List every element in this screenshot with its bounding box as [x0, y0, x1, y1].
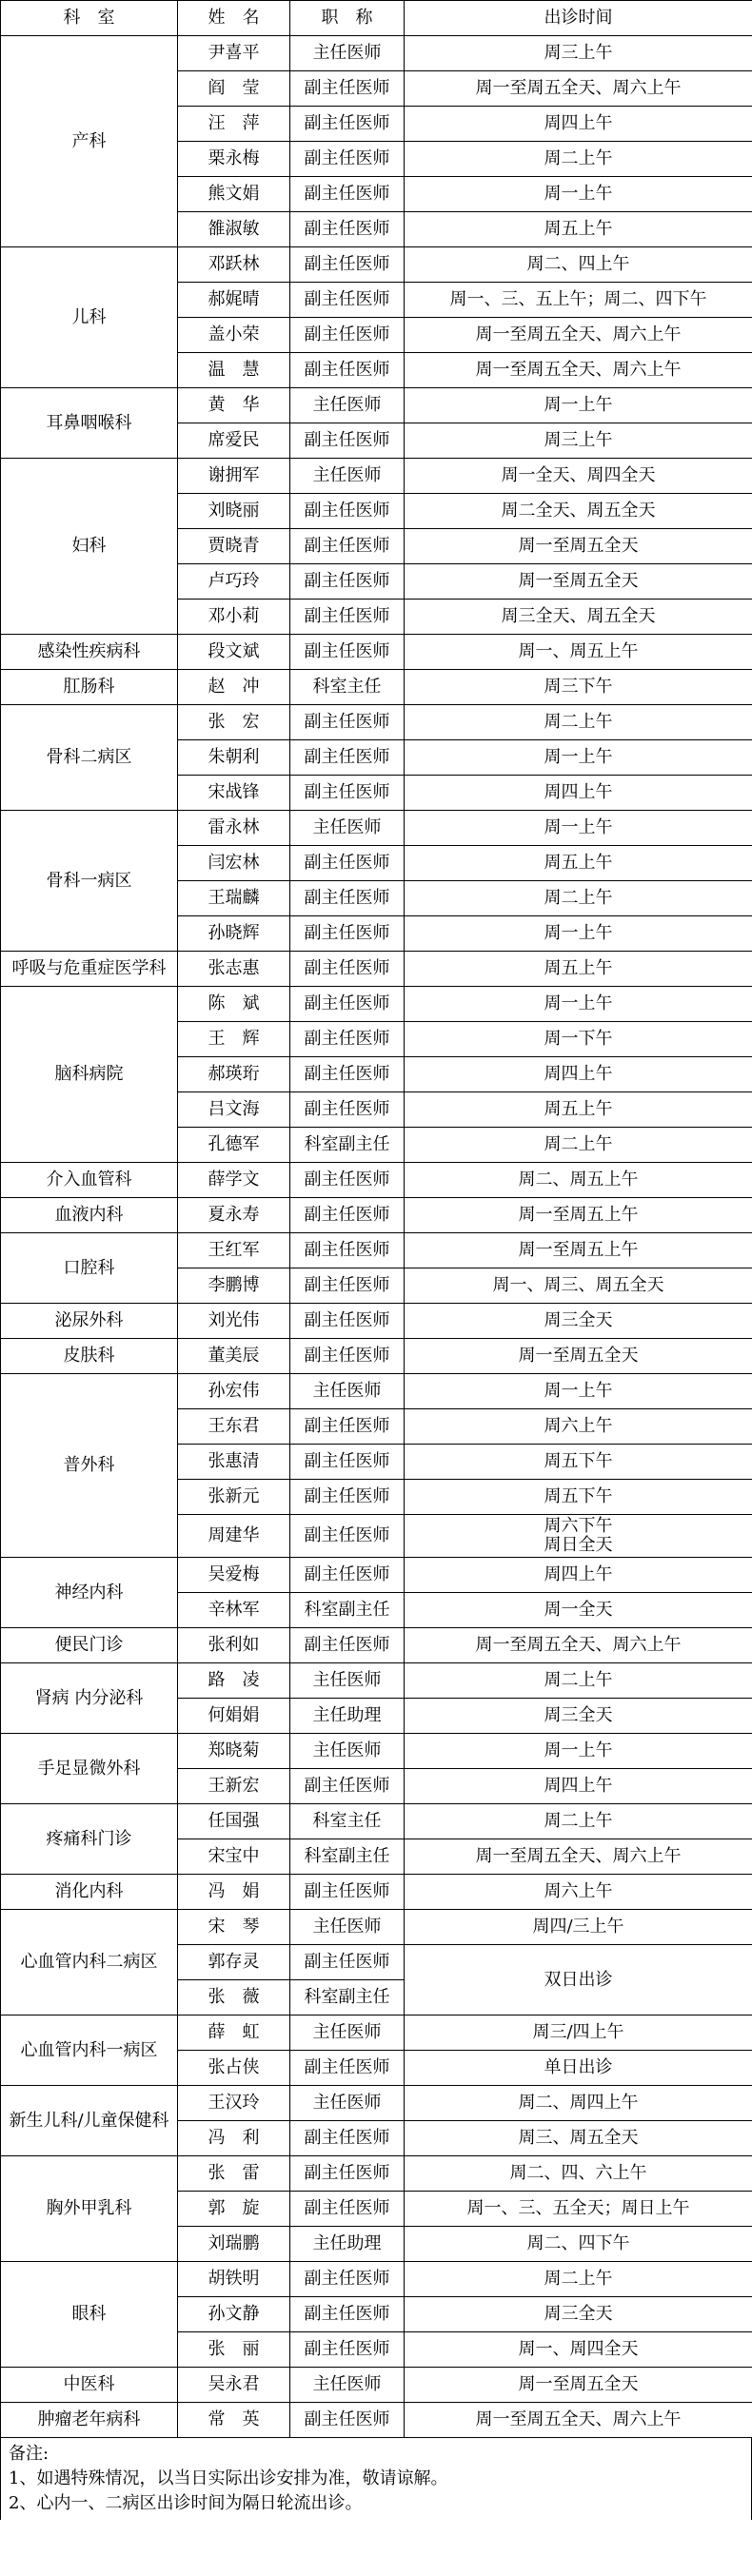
- doctor-name-cell: 贾晓青: [178, 529, 290, 564]
- doctor-title-cell: 副主任医师: [290, 1409, 405, 1445]
- table-row: [1, 2016, 752, 2051]
- clinic-time-cell: 周一至周五全天、周六上午: [405, 353, 752, 388]
- doctor-name-cell: 胡铁明: [178, 2262, 290, 2297]
- dept-cell: 便民门诊: [1, 1628, 178, 1663]
- clinic-time-cell: 周二上午: [405, 1663, 752, 1699]
- table-row: [1, 247, 752, 283]
- doctor-name-cell: 宋战锋: [178, 776, 290, 811]
- doctor-name-cell: 栗永梅: [178, 142, 290, 177]
- header-time: 出诊时间: [405, 1, 752, 36]
- doctor-name-cell: 王 辉: [178, 1022, 290, 1057]
- doctor-name-cell: 黄 华: [178, 388, 290, 423]
- doctor-title-cell: 副主任医师: [290, 1445, 405, 1480]
- dept-cell: 骨科二病区: [1, 705, 178, 811]
- clinic-time-cell: 周三全天: [405, 1699, 752, 1734]
- doctor-title-cell: 主任医师: [290, 1734, 405, 1769]
- table-row: [1, 1374, 752, 1409]
- table-row: [1, 811, 752, 846]
- doctor-name-cell: 郭 旋: [178, 2192, 290, 2227]
- doctor-name-cell: 邓小莉: [178, 600, 290, 635]
- clinic-time-cell: 周一、周五上午: [405, 635, 752, 670]
- doctor-title-cell: 科室副主任: [290, 1839, 405, 1875]
- clinic-time-cell: 周二、四上午: [405, 247, 752, 283]
- doctor-name-cell: 朱朝利: [178, 740, 290, 776]
- doctor-title-cell: 副主任医师: [290, 2262, 405, 2297]
- clinic-time-cell: 周三/四上午: [405, 2016, 752, 2051]
- dept-cell: 口腔科: [1, 1233, 178, 1304]
- clinic-time-cell: 周五上午: [405, 952, 752, 987]
- table-row: [1, 952, 752, 987]
- doctor-title-cell: 副主任医师: [290, 283, 405, 318]
- doctor-title-cell: 主任医师: [290, 1663, 405, 1699]
- clinic-time-cell: 单日出诊: [405, 2051, 752, 2086]
- clinic-time-cell: 周二、周五上午: [405, 1163, 752, 1198]
- header-dept: 科 室: [1, 1, 178, 36]
- doctor-name-cell: 雒淑敏: [178, 212, 290, 247]
- clinic-time-cell: 周一至周五全天、周六上午: [405, 71, 752, 107]
- clinic-time-cell: 周一、三、五上午；周二、四下午: [405, 283, 752, 318]
- doctor-name-cell: 雷永林: [178, 811, 290, 846]
- clinic-time-cell: 周一至周五上午: [405, 1233, 752, 1268]
- table-row: [1, 2403, 752, 2438]
- doctor-title-cell: 副主任医师: [290, 1875, 405, 1910]
- clinic-time-cell: 周五上午: [405, 846, 752, 881]
- doctor-name-cell: 冯 利: [178, 2121, 290, 2156]
- table-row: [1, 2262, 752, 2297]
- doctor-name-cell: 任国强: [178, 1804, 290, 1839]
- dept-cell: 肿瘤老年病科: [1, 2403, 178, 2438]
- clinic-time-cell: 周二、四、六上午: [405, 2156, 752, 2192]
- table-row: [1, 1339, 752, 1374]
- doctor-title-cell: 副主任医师: [290, 1480, 405, 1515]
- doctor-title-cell: 副主任医师: [290, 2051, 405, 2086]
- table-row: [1, 36, 752, 71]
- doctor-name-cell: 张利如: [178, 1628, 290, 1663]
- doctor-name-cell: 孙宏伟: [178, 1374, 290, 1409]
- doctor-name-cell: 温 慧: [178, 353, 290, 388]
- dept-cell: 骨科一病区: [1, 811, 178, 952]
- table-row: [1, 1734, 752, 1769]
- doctor-name-cell: 张志惠: [178, 952, 290, 987]
- doctor-title-cell: 副主任医师: [290, 2297, 405, 2332]
- clinic-time-cell: 周四上午: [405, 107, 752, 142]
- dept-cell: 心血管内科一病区: [1, 2016, 178, 2086]
- clinic-time-cell: 周二上午: [405, 1804, 752, 1839]
- doctor-title-cell: 主任医师: [290, 2086, 405, 2121]
- table-row: [1, 705, 752, 740]
- doctor-name-cell: 盖小荣: [178, 318, 290, 353]
- clinic-time-cell: 周一上午: [405, 987, 752, 1022]
- clinic-time-cell: 周四上午: [405, 1769, 752, 1804]
- dept-cell: 普外科: [1, 1374, 178, 1558]
- doctor-name-cell: 吴爱梅: [178, 1558, 290, 1593]
- table-row: [1, 459, 752, 494]
- doctor-title-cell: 副主任医师: [290, 1233, 405, 1268]
- doctor-title-cell: 副主任医师: [290, 1339, 405, 1374]
- doctor-name-cell: 宋 琴: [178, 1910, 290, 1945]
- notes-section: [0, 2438, 752, 2520]
- clinic-time-cell: 周五上午: [405, 1092, 752, 1128]
- table-row: [1, 635, 752, 670]
- doctor-title-cell: 科室主任: [290, 1804, 405, 1839]
- clinic-time-cell: 周二、四下午: [405, 2227, 752, 2262]
- table-row: [1, 1804, 752, 1839]
- doctor-name-cell: 薛学文: [178, 1163, 290, 1198]
- clinic-time-cell: 周六下午 周日全天: [405, 1515, 752, 1558]
- doctor-title-cell: 主任医师: [290, 388, 405, 423]
- doctor-name-cell: 常 英: [178, 2403, 290, 2438]
- clinic-time-cell: 周一上午: [405, 811, 752, 846]
- clinic-time-cell: 周二全天、周五全天: [405, 494, 752, 529]
- dept-cell: 呼吸与危重症医学科: [1, 952, 178, 987]
- doctor-name-cell: 张 宏: [178, 705, 290, 740]
- doctor-title-cell: 副主任医师: [290, 1163, 405, 1198]
- clinic-time-cell: 周一上午: [405, 1734, 752, 1769]
- doctor-title-cell: 副主任医师: [290, 2192, 405, 2227]
- clinic-time-cell: 周一至周五上午: [405, 1198, 752, 1233]
- doctor-title-cell: 副主任医师: [290, 494, 405, 529]
- clinic-time-cell: 周五下午: [405, 1480, 752, 1515]
- doctor-title-cell: 副主任医师: [290, 1558, 405, 1593]
- clinic-time-cell: 周一、三、五全天；周日上午: [405, 2192, 752, 2227]
- doctor-name-cell: 辛林军: [178, 1593, 290, 1628]
- doctor-name-cell: 尹喜平: [178, 36, 290, 71]
- doctor-title-cell: 副主任医师: [290, 1945, 405, 1980]
- doctor-title-cell: 副主任医师: [290, 600, 405, 635]
- dept-cell: 手足显微外科: [1, 1734, 178, 1804]
- dept-cell: 肛肠科: [1, 670, 178, 705]
- table-row: [1, 1875, 752, 1910]
- clinic-time-cell: 周二上午: [405, 1128, 752, 1163]
- dept-cell: 脑科病院: [1, 987, 178, 1163]
- clinic-time-cell: 周六上午: [405, 1409, 752, 1445]
- doctor-title-cell: 副主任医师: [290, 564, 405, 600]
- clinic-time-cell: 周四上午: [405, 1057, 752, 1092]
- doctor-title-cell: 主任助理: [290, 2227, 405, 2262]
- clinic-time-cell: 周三全天、周五全天: [405, 600, 752, 635]
- dept-cell: 产科: [1, 36, 178, 247]
- doctor-name-cell: 王瑞麟: [178, 881, 290, 916]
- header-row: [1, 1, 752, 36]
- doctor-name-cell: 张新元: [178, 1480, 290, 1515]
- clinic-time-cell: 周二上午: [405, 881, 752, 916]
- doctor-name-cell: 吴永君: [178, 2368, 290, 2403]
- dept-cell: 眼科: [1, 2262, 178, 2368]
- doctor-name-cell: 张惠清: [178, 1445, 290, 1480]
- doctor-name-cell: 董美辰: [178, 1339, 290, 1374]
- clinic-time-cell: 周一全天: [405, 1593, 752, 1628]
- doctor-title-cell: 副主任医师: [290, 1628, 405, 1663]
- table-row: [1, 388, 752, 423]
- clinic-time-cell: 周二上午: [405, 142, 752, 177]
- dept-cell: 血液内科: [1, 1198, 178, 1233]
- table-row: [1, 670, 752, 705]
- dept-cell: 神经内科: [1, 1558, 178, 1628]
- doctor-name-cell: 陈 斌: [178, 987, 290, 1022]
- doctor-name-cell: 吕文海: [178, 1092, 290, 1128]
- doctor-title-cell: 主任医师: [290, 1910, 405, 1945]
- clinic-time-cell: 周一上午: [405, 740, 752, 776]
- doctor-name-cell: 阎 莹: [178, 71, 290, 107]
- clinic-time-cell: 周三、周五全天: [405, 2121, 752, 2156]
- clinic-time-cell: 周一至周五全天、周六上午: [405, 1839, 752, 1875]
- table-row: [1, 1628, 752, 1663]
- doctor-name-cell: 谢拥军: [178, 459, 290, 494]
- dept-cell: 妇科: [1, 459, 178, 635]
- doctor-name-cell: 郑晓菊: [178, 1734, 290, 1769]
- clinic-time-cell: 周四上午: [405, 776, 752, 811]
- clinic-time-cell: 双日出诊: [405, 1945, 752, 2016]
- doctor-title-cell: 副主任医师: [290, 705, 405, 740]
- dept-cell: 新生儿科/儿童保健科: [1, 2086, 178, 2156]
- doctor-name-cell: 冯 娟: [178, 1875, 290, 1910]
- doctor-name-cell: 邓跃林: [178, 247, 290, 283]
- doctor-title-cell: 副主任医师: [290, 846, 405, 881]
- clinic-time-cell: 周六上午: [405, 1875, 752, 1910]
- doctor-title-cell: 副主任医师: [290, 776, 405, 811]
- header-title: 职 称: [290, 1, 405, 36]
- clinic-time-cell: 周一上午: [405, 1374, 752, 1409]
- dept-cell: 泌尿外科: [1, 1304, 178, 1339]
- doctor-title-cell: 副主任医师: [290, 142, 405, 177]
- doctor-title-cell: 主任医师: [290, 811, 405, 846]
- doctor-title-cell: 副主任医师: [290, 1268, 405, 1304]
- doctor-title-cell: 科室副主任: [290, 1128, 405, 1163]
- doctor-name-cell: 张 薇: [178, 1980, 290, 2016]
- clinic-time-cell: 周四上午: [405, 1558, 752, 1593]
- clinic-time-cell: 周四/三上午: [405, 1910, 752, 1945]
- clinic-time-cell: 周一上午: [405, 388, 752, 423]
- doctor-title-cell: 副主任医师: [290, 423, 405, 459]
- doctor-name-cell: 张 丽: [178, 2332, 290, 2368]
- table-row: [1, 2368, 752, 2403]
- clinic-time-cell: 周三上午: [405, 423, 752, 459]
- doctor-name-cell: 何娟娟: [178, 1699, 290, 1734]
- dept-cell: 儿科: [1, 247, 178, 388]
- doctor-name-cell: 刘晓丽: [178, 494, 290, 529]
- doctor-name-cell: 夏永寿: [178, 1198, 290, 1233]
- dept-cell: 心血管内科二病区: [1, 1910, 178, 2016]
- clinic-time-cell: 周一下午: [405, 1022, 752, 1057]
- clinic-time-cell: 周一至周五全天、周六上午: [405, 2403, 752, 2438]
- doctor-name-cell: 郝瑛珩: [178, 1057, 290, 1092]
- clinic-time-cell: 周三全天: [405, 1304, 752, 1339]
- dept-cell: 介入血管科: [1, 1163, 178, 1198]
- doctor-title-cell: 副主任医师: [290, 71, 405, 107]
- doctor-name-cell: 席爱民: [178, 423, 290, 459]
- clinic-time-cell: 周五下午: [405, 1445, 752, 1480]
- doctor-name-cell: 王东君: [178, 1409, 290, 1445]
- doctor-title-cell: 主任医师: [290, 2368, 405, 2403]
- doctor-name-cell: 王新宏: [178, 1769, 290, 1804]
- doctor-title-cell: 副主任医师: [290, 107, 405, 142]
- doctor-title-cell: 副主任医师: [290, 1304, 405, 1339]
- doctor-title-cell: 副主任医师: [290, 881, 405, 916]
- doctor-name-cell: 刘光伟: [178, 1304, 290, 1339]
- doctor-title-cell: 副主任医师: [290, 1769, 405, 1804]
- doctor-title-cell: 副主任医师: [290, 987, 405, 1022]
- clinic-time-cell: 周一上午: [405, 916, 752, 952]
- table-row: [1, 2086, 752, 2121]
- dept-cell: 中医科: [1, 2368, 178, 2403]
- table-row: [1, 1558, 752, 1593]
- doctor-name-cell: 郭存灵: [178, 1945, 290, 1980]
- clinic-time-cell: 周二、周四上午: [405, 2086, 752, 2121]
- doctor-title-cell: 主任医师: [290, 2016, 405, 2051]
- doctor-title-cell: 科室副主任: [290, 1980, 405, 2016]
- doctor-name-cell: 王汉玲: [178, 2086, 290, 2121]
- doctor-name-cell: 卢巧玲: [178, 564, 290, 600]
- dept-cell: 皮肤科: [1, 1339, 178, 1374]
- doctor-title-cell: 副主任医师: [290, 1515, 405, 1558]
- table-row: [1, 1233, 752, 1268]
- doctor-title-cell: 主任助理: [290, 1699, 405, 1734]
- doctor-title-cell: 副主任医师: [290, 1092, 405, 1128]
- doctor-title-cell: 主任医师: [290, 36, 405, 71]
- doctor-name-cell: 薛 虹: [178, 2016, 290, 2051]
- doctor-name-cell: 张占侠: [178, 2051, 290, 2086]
- doctor-name-cell: 孙晓辉: [178, 916, 290, 952]
- dept-cell: 耳鼻咽喉科: [1, 388, 178, 459]
- doctor-name-cell: 闫宏林: [178, 846, 290, 881]
- table-row: [1, 1910, 752, 1945]
- clinic-time-cell: 周一全天、周四全天: [405, 459, 752, 494]
- doctor-name-cell: 宋宝中: [178, 1839, 290, 1875]
- doctor-title-cell: 副主任医师: [290, 916, 405, 952]
- doctor-name-cell: 王红军: [178, 1233, 290, 1268]
- doctor-name-cell: 李鹏博: [178, 1268, 290, 1304]
- doctor-name-cell: 郝娓晴: [178, 283, 290, 318]
- notes-line-1: 1、如遇特殊情况，以当日实际出诊安排为准，敬请谅解。: [9, 2468, 448, 2488]
- doctor-title-cell: 副主任医师: [290, 1057, 405, 1092]
- doctor-name-cell: 路 凌: [178, 1663, 290, 1699]
- doctor-title-cell: 副主任医师: [290, 2156, 405, 2192]
- doctor-title-cell: 副主任医师: [290, 2121, 405, 2156]
- doctor-title-cell: 副主任医师: [290, 353, 405, 388]
- clinic-time-cell: 周二上午: [405, 705, 752, 740]
- clinic-time-cell: 周一、周三、周五全天: [405, 1268, 752, 1304]
- clinic-time-cell: 周一至周五全天: [405, 529, 752, 564]
- clinic-time-cell: 周一至周五全天: [405, 1339, 752, 1374]
- header-name: 姓 名: [178, 1, 290, 36]
- table-row: [1, 1663, 752, 1699]
- clinic-time-cell: 周三下午: [405, 670, 752, 705]
- doctor-name-cell: 孔德军: [178, 1128, 290, 1163]
- doctor-name-cell: 熊文娟: [178, 177, 290, 212]
- doctor-name-cell: 张 雷: [178, 2156, 290, 2192]
- table-row: [1, 1198, 752, 1233]
- doctor-title-cell: 副主任医师: [290, 318, 405, 353]
- clinic-time-cell: 周一至周五全天、周六上午: [405, 318, 752, 353]
- table-row: [1, 1163, 752, 1198]
- doctor-title-cell: 副主任医师: [290, 1198, 405, 1233]
- doctor-title-cell: 副主任医师: [290, 952, 405, 987]
- notes-heading: 备注:: [9, 2444, 49, 2464]
- doctor-title-cell: 副主任医师: [290, 212, 405, 247]
- doctor-title-cell: 副主任医师: [290, 177, 405, 212]
- clinic-time-cell: 周三上午: [405, 36, 752, 71]
- clinic-time-cell: 周一至周五全天: [405, 2368, 752, 2403]
- clinic-time-cell: 周一上午: [405, 177, 752, 212]
- doctor-title-cell: 科室主任: [290, 670, 405, 705]
- dept-cell: 肾病 内分泌科: [1, 1663, 178, 1734]
- doctor-title-cell: 副主任医师: [290, 247, 405, 283]
- clinic-time-cell: 周一至周五全天、周六上午: [405, 1628, 752, 1663]
- doctor-title-cell: 副主任医师: [290, 740, 405, 776]
- doctor-title-cell: 副主任医师: [290, 2403, 405, 2438]
- doctor-name-cell: 周建华: [178, 1515, 290, 1558]
- table-row: [1, 987, 752, 1022]
- clinic-time-cell: 周五上午: [405, 212, 752, 247]
- clinic-time-cell: 周二上午: [405, 2262, 752, 2297]
- dept-cell: 疼痛科门诊: [1, 1804, 178, 1875]
- notes-line-2: 2、心内一、二病区出诊时间为隔日轮流出诊。: [9, 2493, 363, 2513]
- dept-cell: 胸外甲乳科: [1, 2156, 178, 2262]
- doctor-name-cell: 段文斌: [178, 635, 290, 670]
- doctor-title-cell: 副主任医师: [290, 529, 405, 564]
- clinic-time-cell: 周三全天: [405, 2297, 752, 2332]
- doctor-name-cell: 赵 冲: [178, 670, 290, 705]
- doctor-title-cell: 副主任医师: [290, 635, 405, 670]
- clinic-time-cell: 周一至周五全天: [405, 564, 752, 600]
- doctor-name-cell: 刘瑞鹏: [178, 2227, 290, 2262]
- table-row: [1, 1304, 752, 1339]
- clinic-time-cell: 周一、周四全天: [405, 2332, 752, 2368]
- doctor-name-cell: 孙文静: [178, 2297, 290, 2332]
- doctor-title-cell: 主任医师: [290, 1374, 405, 1409]
- doctor-title-cell: 主任医师: [290, 459, 405, 494]
- doctor-title-cell: 副主任医师: [290, 2332, 405, 2368]
- dept-cell: 感染性疾病科: [1, 635, 178, 670]
- doctor-name-cell: 汪 萍: [178, 107, 290, 142]
- table-row: [1, 2156, 752, 2192]
- doctor-title-cell: 副主任医师: [290, 1022, 405, 1057]
- dept-cell: 消化内科: [1, 1875, 178, 1910]
- doctor-title-cell: 科室副主任: [290, 1593, 405, 1628]
